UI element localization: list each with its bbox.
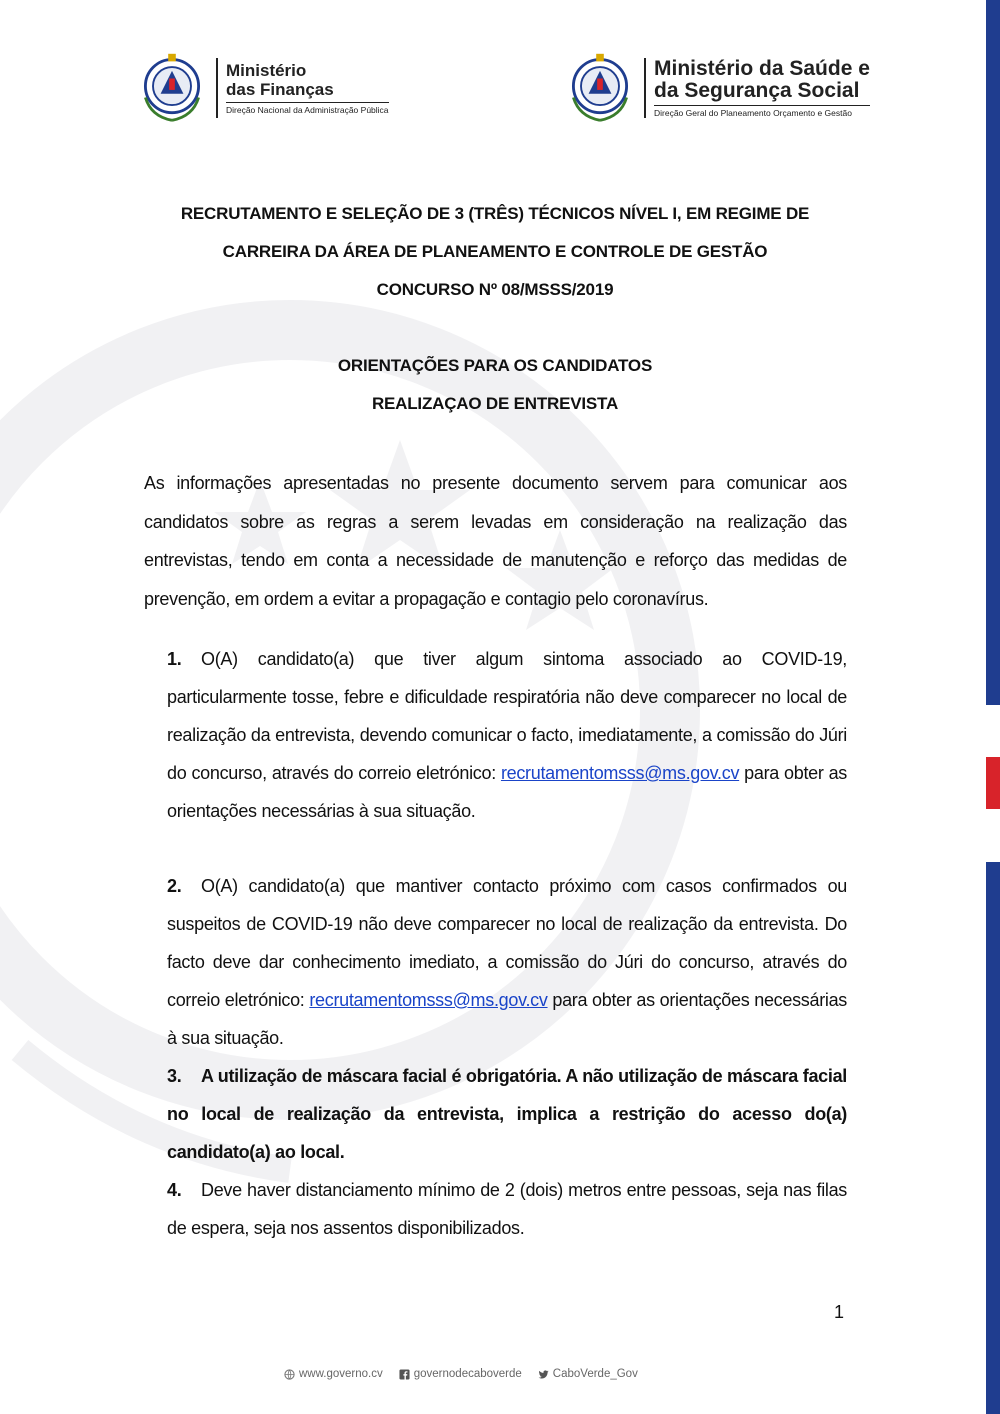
item-text-after: para obter as orientações necessárias à sua situação. bbox=[167, 763, 848, 821]
title-line-2: CARREIRA DA ÁREA DE PLANEAMENTO E CONTROLE DE GESTÃO bbox=[222, 242, 768, 261]
title-line-1: RECRUTAMENTO E SELEÇÃO DE 3 (TRÊS) TÉCNICOS NÍVEL I, EM REGIME DE bbox=[180, 204, 810, 223]
side-bar-red bbox=[986, 757, 1000, 809]
logo-ministerio-saude bbox=[562, 50, 870, 126]
cabo-verde-seal-icon bbox=[562, 50, 638, 126]
facebook-icon bbox=[399, 1369, 410, 1380]
facebook-text: governodecaboverde bbox=[413, 1368, 522, 1380]
title-line-3: CONCURSO Nº 08/MSSS/2019 bbox=[376, 280, 614, 299]
footer-website[interactable] bbox=[284, 1368, 383, 1380]
twitter-icon bbox=[538, 1369, 549, 1380]
logo-subtitle: Direção Geral do Planeamento Orçamento e Gestão bbox=[654, 105, 870, 118]
email-link[interactable]: recrutamentomsss@ms.gov.cv bbox=[309, 990, 548, 1010]
logo-title-line2: das Finanças bbox=[226, 80, 334, 99]
item-text-after: para obter as orientações necessárias à sua situação. bbox=[167, 990, 847, 1048]
title-line-4: ORIENTAÇÕES PARA OS CANDIDATOS bbox=[337, 356, 653, 375]
logo-ministerio-financas bbox=[134, 50, 389, 126]
item-number: 3. bbox=[167, 1066, 182, 1086]
logo-title-line1: Ministério bbox=[226, 61, 307, 80]
logo-divider bbox=[644, 58, 646, 118]
item-text: O(A) candidato(a) que mantiver contacto próximo com casos confirmados ou suspeitos de COVID-19 não deve comparecer no local de realização da entrevista. Do facto deve dar conhecimento imediato, a comissão do Júri do concurso, através do correio eletrónico: bbox=[167, 876, 847, 1010]
cabo-verde-seal-icon bbox=[134, 50, 210, 126]
intro-paragraph: As informações apresentadas no presente documento servem para comunicar aos candidatos sobre as regras a serem levadas em consideração na realização das entrevistas, tendo em conta a necessidade de manutenção e reforço das medidas de prevenção, em ordem a evitar a propagação e contagio pelo coronavírus. bbox=[144, 473, 847, 609]
page-number: 1 bbox=[834, 1302, 845, 1322]
item-number: 1. bbox=[167, 649, 182, 669]
twitter-text: CaboVerde_Gov bbox=[552, 1368, 638, 1380]
footer-facebook[interactable] bbox=[399, 1368, 522, 1380]
email-link[interactable]: recrutamentomsss@ms.gov.cv bbox=[500, 763, 740, 783]
footer bbox=[284, 1368, 646, 1380]
item-text: Deve haver distanciamento mínimo de 2 (dois) metros entre pessoas, seja nas filas de espera, seja nos assentos disponibilizados. bbox=[167, 1180, 847, 1238]
title-line-5: REALIZAÇAO DE ENTREVISTA bbox=[371, 394, 619, 413]
logo-title-line2: da Segurança Social bbox=[654, 79, 860, 102]
website-text: www.governo.cv bbox=[299, 1368, 383, 1380]
logo-divider bbox=[216, 58, 218, 118]
item-number: 4. bbox=[167, 1180, 182, 1200]
logo-subtitle: Direção Nacional da Administração Pública bbox=[226, 102, 389, 115]
list-item-3 bbox=[167, 1057, 847, 1171]
item-number: 2. bbox=[167, 876, 182, 896]
globe-icon bbox=[284, 1369, 295, 1380]
footer-twitter[interactable] bbox=[538, 1368, 638, 1380]
logo-title-line1: Ministério da Saúde e bbox=[654, 57, 870, 80]
list-item-1 bbox=[167, 640, 847, 830]
list-item-2 bbox=[167, 867, 847, 1057]
side-bar-blue-bottom bbox=[986, 862, 1000, 1414]
item-text: O(A) candidato(a) que tiver algum sintoma associado ao COVID-19, particularmente tosse, febre e dificuldade respiratória não deve comparecer no local de realização da entrevista, devendo comunicar o facto, imediatamente, a comissão do Júri do concurso, através do correio eletrónico: bbox=[167, 649, 847, 783]
side-bar-blue-top bbox=[986, 0, 1000, 705]
list-item-4 bbox=[167, 1171, 847, 1247]
item-text: A utilização de máscara facial é obrigatória. A não utilização de máscara facial no local de realização da entrevista, implica a restrição do acesso do(a) candidato(a) ao local. bbox=[167, 1066, 847, 1162]
